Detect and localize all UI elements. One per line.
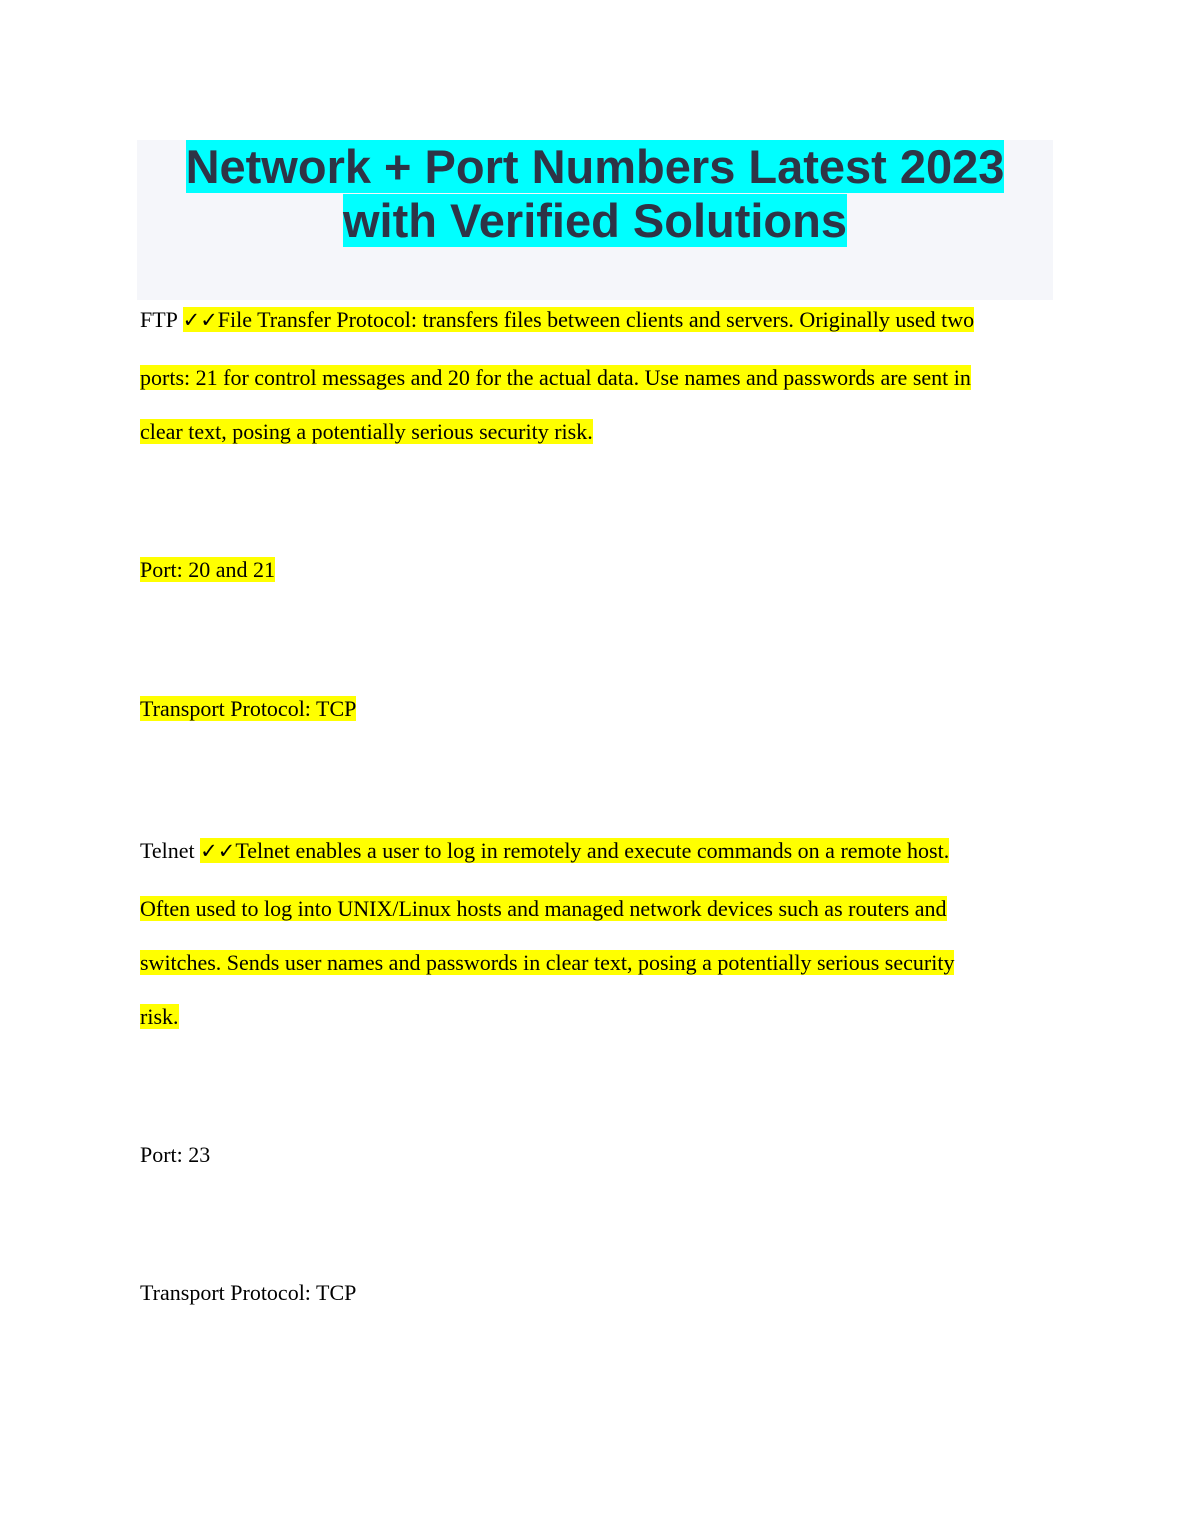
- ftp-port: [140, 556, 1040, 583]
- ftp-definition-1: File Transfer Protocol: transfers files between clients and servers. Originally used two: [217, 307, 975, 332]
- document-title: [137, 140, 1053, 248]
- title-line-1: Network + Port Numbers Latest 2023: [185, 140, 1005, 193]
- telnet-line-3: [140, 949, 1040, 976]
- telnet-port-text: Port: 23: [140, 1142, 211, 1167]
- check-mark-icon: ✓✓: [182, 308, 218, 332]
- ftp-term: FTP: [140, 307, 178, 332]
- telnet-line-1: [140, 837, 1040, 865]
- ftp-transport-text: Transport Protocol: TCP: [140, 696, 357, 721]
- telnet-term: Telnet: [140, 838, 195, 863]
- ftp-definition-3: clear text, posing a potentially serious security risk.: [140, 419, 593, 444]
- ftp-line-2: [140, 364, 1040, 391]
- ftp-definition-2: ports: 21 for control messages and 20 for the actual data. Use names and passwords are sent in: [140, 365, 971, 390]
- telnet-definition-2: Often used to log into UNIX/Linux hosts and managed network devices such as routers and: [140, 896, 947, 921]
- check-mark-icon: ✓✓: [200, 839, 236, 863]
- title-line-2: with Verified Solutions: [343, 194, 847, 247]
- ftp-line-3: [140, 418, 1040, 445]
- telnet-definition-3: switches. Sends user names and passwords in clear text, posing a potentially serious security: [140, 950, 955, 975]
- ftp-port-text: Port: 20 and 21: [140, 557, 276, 582]
- telnet-line-4: [140, 1003, 1040, 1030]
- telnet-definition-1: Telnet enables a user to log in remotely and execute commands on a remote host.: [235, 838, 950, 863]
- telnet-transport: [140, 1279, 1040, 1306]
- telnet-line-2: [140, 895, 1040, 922]
- telnet-definition-4: risk.: [140, 1004, 179, 1029]
- telnet-transport-text: Transport Protocol: TCP: [140, 1280, 357, 1305]
- telnet-port: [140, 1141, 1040, 1168]
- ftp-transport: [140, 695, 1040, 722]
- ftp-line-1: [140, 306, 1040, 334]
